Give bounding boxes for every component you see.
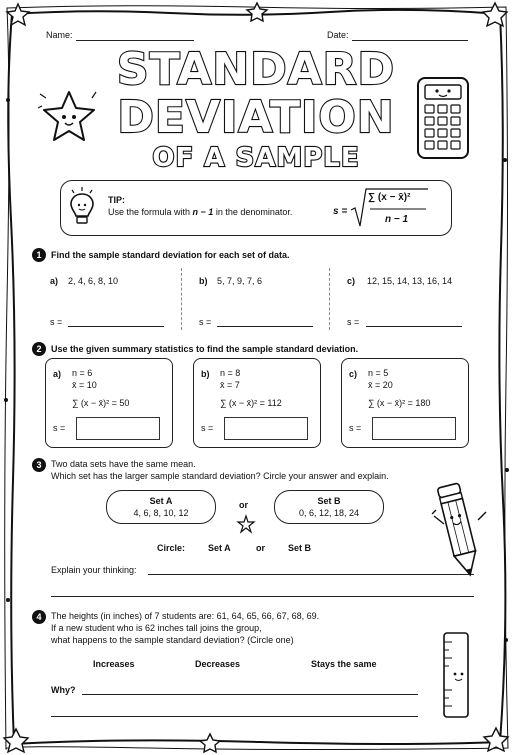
q1b-answer-field[interactable] <box>217 326 313 327</box>
q3-or-label: or <box>239 500 248 510</box>
corner-star-icon <box>484 728 508 751</box>
option-or: or <box>256 543 265 553</box>
question-number-2: 2 <box>32 342 46 356</box>
q1c-answer-label: s = <box>347 317 360 327</box>
set-a-values: 4, 6, 8, 10, 12 <box>133 508 189 518</box>
q2c-mean: x̄ = 20 <box>368 380 393 390</box>
pencil-mascot-icon <box>430 480 490 580</box>
q2b-n: n = 8 <box>220 368 241 378</box>
why-line-1[interactable] <box>82 694 418 695</box>
tip-text-before: Use the formula with <box>108 207 193 217</box>
formula-lhs: s = <box>333 206 348 217</box>
q1-instruction: Find the sample standard deviation for each set of data. <box>51 250 290 260</box>
q2c-answer-label: s = <box>349 423 362 433</box>
q2a-label: a) <box>53 369 62 379</box>
corner-star-icon <box>483 3 507 26</box>
q4-line-1: The heights (in inches) of 7 students are: 61, 64, 65, 66, 67, 68, 69. <box>51 611 320 621</box>
q1b-answer-label: s = <box>199 317 212 327</box>
q2-instruction: Use the given summary statistics to find the sample standard deviation. <box>51 344 359 354</box>
q2b-answer-box[interactable] <box>224 417 308 440</box>
q1a-answer-label: s = <box>50 317 63 327</box>
explain-line-1[interactable] <box>148 574 474 575</box>
divider <box>329 268 330 330</box>
option-set-b[interactable]: Set B <box>288 543 312 553</box>
q2c-label: c) <box>349 369 358 379</box>
q1b-data: 5, 7, 9, 7, 6 <box>217 276 263 286</box>
title-line-1: STANDARD <box>116 44 396 95</box>
q2b-mean: x̄ = 7 <box>220 380 240 390</box>
why-line-2[interactable] <box>51 716 418 717</box>
q1c-label: c) <box>347 276 356 286</box>
q2c-answer-box[interactable] <box>372 417 456 440</box>
why-label: Why? <box>51 685 76 695</box>
q3-line-2: Which set has the larger sample standard deviation? Circle your answer and explain. <box>51 471 389 481</box>
tip-text-after: in the denominator. <box>213 207 293 217</box>
formula-numerator: ∑ (x − x̄)² <box>368 192 411 203</box>
divider <box>181 268 182 330</box>
name-label: Name: <box>46 30 73 40</box>
q2c-sum: ∑ (x − x̄)² = 180 <box>368 398 431 408</box>
q2a-mean: x̄ = 10 <box>72 380 97 390</box>
q2b-sum: ∑ (x − x̄)² = 112 <box>220 398 282 408</box>
set-a-card <box>106 490 216 524</box>
question-number-3: 3 <box>32 458 46 472</box>
question-number-1: 1 <box>32 248 46 262</box>
q4-line-3: what happens to the sample standard deviation? (Circle one) <box>51 635 294 645</box>
lightbulb-icon <box>66 186 98 228</box>
q2b-answer-label: s = <box>201 423 214 433</box>
q2b-label: b) <box>201 369 210 379</box>
q1c-answer-field[interactable] <box>366 326 462 327</box>
q2a-sum: ∑ (x − x̄)² = 50 <box>72 398 130 408</box>
option-decreases[interactable]: Decreases <box>195 659 241 669</box>
q1b-label: b) <box>199 276 208 286</box>
tip-label: TIP: <box>108 195 125 205</box>
q1a-label: a) <box>50 276 59 286</box>
q2c-n: n = 5 <box>368 368 389 378</box>
q1c-data: 12, 15, 14, 13, 16, 14 <box>367 276 453 286</box>
date-label: Date: <box>327 30 349 40</box>
q1a-answer-field[interactable] <box>68 326 164 327</box>
set-b-values: 0, 6, 12, 18, 24 <box>298 508 360 518</box>
title-line-2: DEVIATION <box>117 92 395 143</box>
set-b-card <box>274 490 384 524</box>
tip-text <box>108 207 292 217</box>
set-a-title: Set A <box>149 496 173 506</box>
name-field[interactable] <box>76 40 194 41</box>
tip-n-minus-1: n − 1 <box>192 207 214 217</box>
star-icon <box>247 3 267 21</box>
q2a-answer-box[interactable] <box>76 417 160 440</box>
corner-star-icon <box>4 729 28 752</box>
option-increases[interactable]: Increases <box>93 659 135 669</box>
option-set-a[interactable]: Set A <box>208 543 231 553</box>
q3-line-1: Two data sets have the same mean. <box>51 459 196 469</box>
circle-label: Circle: <box>157 543 186 553</box>
q2a-answer-label: s = <box>53 423 66 433</box>
q2a-n: n = 6 <box>72 368 93 378</box>
explain-label: Explain your thinking: <box>51 565 137 575</box>
calculator-mascot-icon <box>414 74 474 166</box>
explain-line-2[interactable] <box>51 596 474 597</box>
option-stays-the-same[interactable]: Stays the same <box>311 659 377 669</box>
star-icon <box>236 514 256 534</box>
q4-line-2: If a new student who is 62 inches tall joins the group, <box>51 623 262 633</box>
formula-denominator: n − 1 <box>385 214 409 225</box>
date-field[interactable] <box>352 40 468 41</box>
q1a-data: 2, 4, 6, 8, 10 <box>68 276 119 286</box>
ruler-mascot-icon <box>440 630 474 720</box>
star-mascot-icon <box>38 86 100 146</box>
set-b-title: Set B <box>317 496 341 506</box>
title-line-3: OF A SAMPLE <box>152 143 360 173</box>
question-number-4: 4 <box>32 610 46 624</box>
